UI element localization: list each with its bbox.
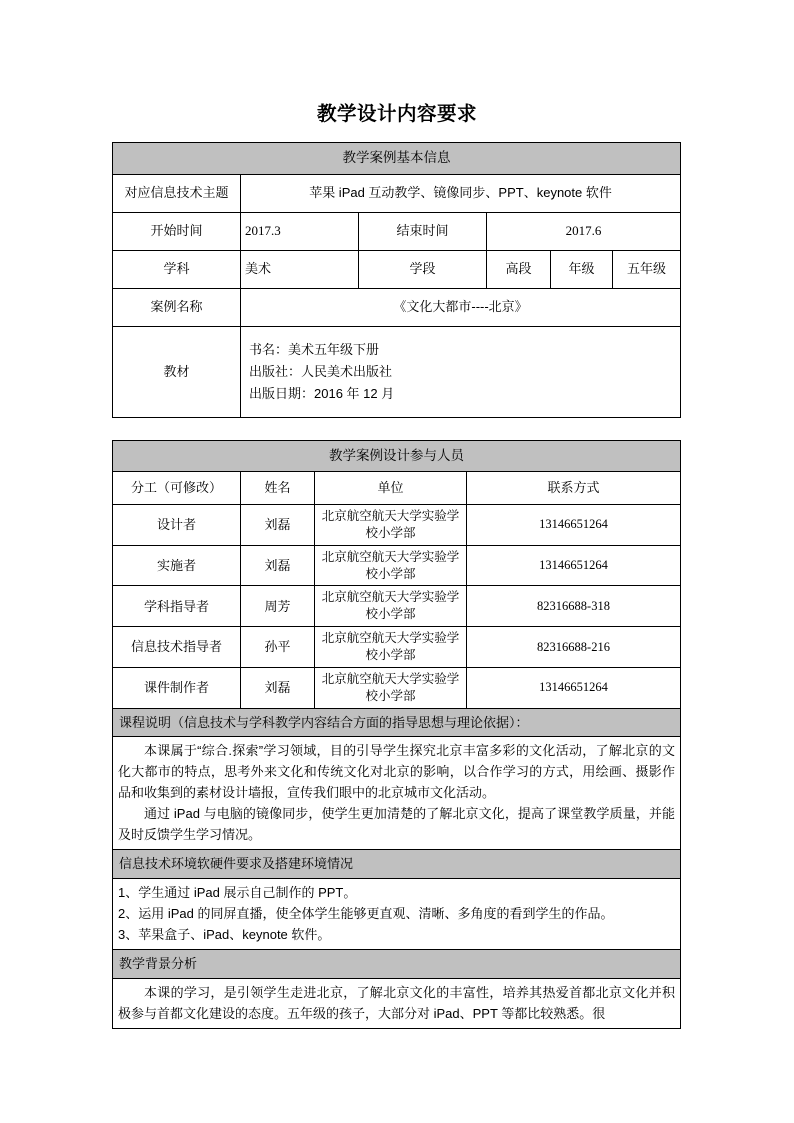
textbook-label: 教材 [113,326,241,417]
end-time-value: 2017.6 [487,212,681,250]
participants-header-row [113,471,681,504]
background-body [113,978,681,1028]
participant-contact: 13146651264 [467,504,681,545]
topic-value: 苹果 iPad 互动教学、镜像同步、PPT、keynote 软件 [241,174,681,212]
it-environment-body [113,878,681,949]
textbook-publisher: 出版社：人民美术出版社 [249,363,393,379]
it-environment-section-header [113,850,681,879]
table-row [113,586,681,627]
course-description-section-title: 课程说明（信息技术与学科教学内容结合方面的指导思想与理论依据）： [113,708,681,737]
subject-value: 美术 [241,250,359,288]
participant-name: 刘磊 [241,667,315,708]
table-row-textbook [113,326,681,417]
basic-info-section-title: 教学案例基本信息 [113,143,681,174]
grade-value: 五年级 [613,250,681,288]
participants-section-title: 教学案例设计参与人员 [113,440,681,471]
background-section-title: 教学背景分析 [113,950,681,979]
participants-and-sections-table [112,440,681,1029]
participant-role: 学科指导者 [113,586,241,627]
table-row-subject [113,250,681,288]
participant-contact: 13146651264 [467,545,681,586]
table-row [113,667,681,708]
it-environment-item: 1、学生通过 iPad 展示自己制作的 PPT。 [118,884,357,900]
column-header-name: 姓名 [241,471,315,504]
participant-role: 信息技术指导者 [113,627,241,668]
participant-role: 设计者 [113,504,241,545]
participant-unit: 北京航空航天大学实验学校小学部 [315,545,467,586]
background-body-row [113,978,681,1028]
start-time-value: 2017.3 [241,212,359,250]
column-header-role: 分工（可修改） [113,471,241,504]
table-row-case-name [113,288,681,326]
column-header-contact: 联系方式 [467,471,681,504]
participant-unit: 北京航空航天大学实验学校小学部 [315,586,467,627]
table-row [113,504,681,545]
end-time-label: 结束时间 [359,212,487,250]
textbook-value [241,326,681,417]
course-description-body [113,737,681,850]
course-description-body-row [113,737,681,850]
participant-name: 刘磊 [241,504,315,545]
participant-unit: 北京航空航天大学实验学校小学部 [315,627,467,668]
basic-info-table [112,142,681,417]
it-environment-item: 2、运用 iPad 的同屏直播，使全体学生能够更直观、清晰、多角度的看到学生的作品。 [118,905,614,921]
page-title: 教学设计内容要求 [316,104,477,125]
participant-unit: 北京航空航天大学实验学校小学部 [315,667,467,708]
participant-contact: 82316688-216 [467,627,681,668]
background-section-header [113,950,681,979]
participant-name: 孙平 [241,627,315,668]
topic-label: 对应信息技术主题 [113,174,241,212]
it-environment-body-row [113,878,681,949]
subject-label: 学科 [113,250,241,288]
participant-role: 实施者 [113,545,241,586]
it-environment-section-title: 信息技术环境软硬件要求及搭建环境情况 [113,850,681,879]
stage-label: 学段 [359,250,487,288]
participants-section-header [113,440,681,471]
textbook-publish-date: 出版日期：2016 年 12 月 [249,385,395,401]
it-environment-item: 3、苹果盒子、iPad、keynote 软件。 [118,927,331,943]
participant-contact: 82316688-318 [467,586,681,627]
participant-unit: 北京航空航天大学实验学校小学部 [315,504,467,545]
table-row [113,627,681,668]
textbook-book-name: 书名：美术五年级下册 [249,341,380,357]
table-row [113,545,681,586]
participant-name: 周芳 [241,586,315,627]
stage-value: 高段 [487,250,551,288]
course-description-paragraph-1: 本课属于“综合.探索”学习领域，目的引导学生探究北京丰富多彩的文化活动，了解北京的文化大都市的特点，思考外来文化和传统文化对北京的影响，以合作学习的方式，用绘画、摄影作品和收集到的素材设计墙报，宣传我们眼中的北京城市文化活动。 [118,743,675,801]
participant-role: 课件制作者 [113,667,241,708]
column-header-unit: 单位 [315,471,467,504]
case-name-value: 《文化大都市----北京》 [241,288,681,326]
participant-contact: 13146651264 [467,667,681,708]
case-name-label: 案例名称 [113,288,241,326]
basic-info-section-header [113,143,681,174]
start-time-label: 开始时间 [113,212,241,250]
table-row-topic [113,174,681,212]
background-paragraph-1: 本课的学习，是引领学生走进北京，了解北京文化的丰富性，培养其热爱首都北京文化并积极参与首都文化建设的态度。五年级的孩子，大部分对 iPad、PPT 等都比较熟悉。很 [118,984,675,1021]
grade-label: 年级 [551,250,613,288]
course-description-section-header [113,708,681,737]
table-row-dates [113,212,681,250]
course-description-paragraph-2: 通过 iPad 与电脑的镜像同步，使学生更加清楚的了解北京文化，提高了课堂教学质量，并能及时反馈学生学习情况。 [118,806,675,843]
participant-name: 刘磊 [241,545,315,586]
